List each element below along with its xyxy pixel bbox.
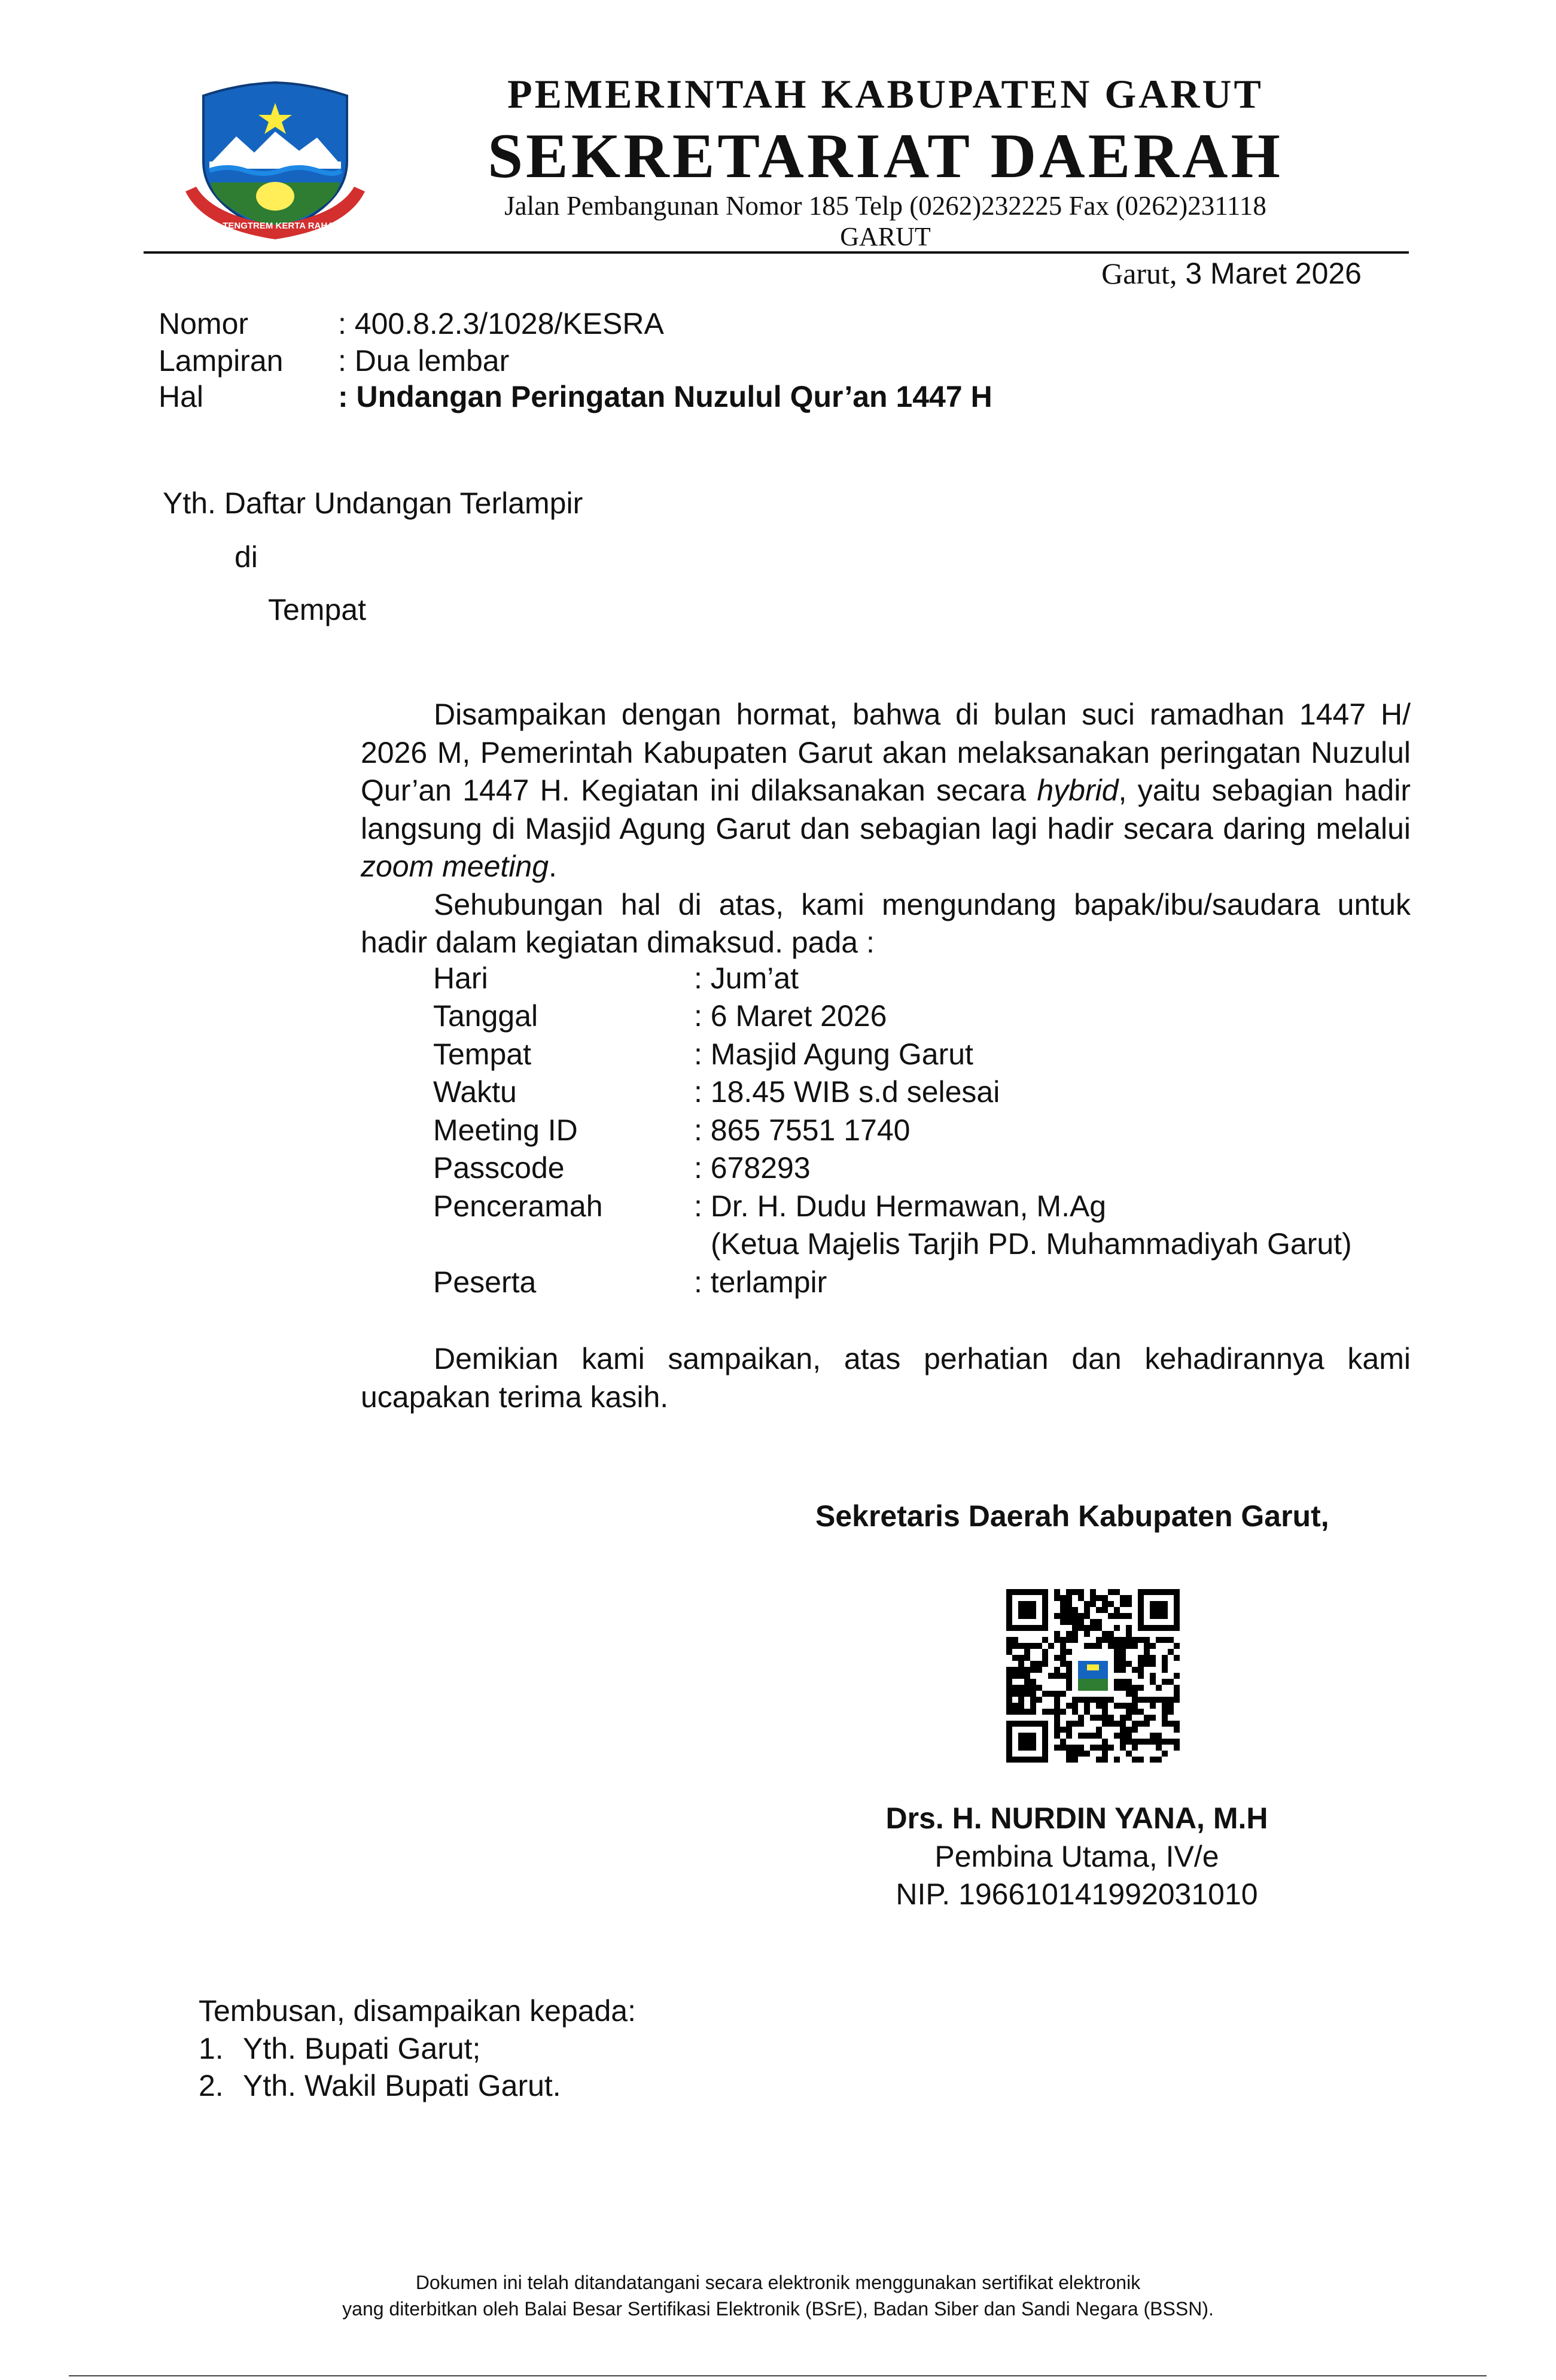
signature-name: Drs. H. NURDIN YANA, M.H <box>885 1801 1268 1835</box>
letterhead-office: SEKRETARIAT DAERAH <box>488 121 1283 191</box>
meta-value-nomor: : 400.8.2.3/1028/KESRA <box>338 307 664 340</box>
meta-label-nomor: Nomor <box>159 307 249 340</box>
body-italic-hybrid: hybrid <box>1037 774 1119 807</box>
signature-nip: NIP. 196610141992031010 <box>896 1877 1258 1911</box>
cc-item-number: 1. <box>199 2032 224 2065</box>
detail-label-tanggal: Tanggal <box>433 999 538 1033</box>
body-closing <box>361 1340 1411 1416</box>
detail-label-peserta: Peserta <box>433 1265 537 1299</box>
letterhead-government: PEMERINTAH KABUPATEN GARUT <box>507 71 1263 117</box>
body-text: , yaitu sebagian hadir langsung di Masjid Agung Garut dan sebagian lagi hadir secara daring melalui <box>361 774 1411 845</box>
detail-value-penceramah: : Dr. H. Dudu Hermawan, M.Ag <box>694 1189 1107 1223</box>
letterhead-city: GARUT <box>840 222 931 251</box>
signature-qr-code-icon <box>1006 1589 1180 1763</box>
cc-item-number: 2. <box>199 2069 224 2102</box>
detail-label-passcode: Passcode <box>433 1151 565 1185</box>
body-paragraph-2: Sehubungan hal di atas, kami mengundang bapak/ibu/saudara untuk hadir dalam kegiatan dimaksud. pada : <box>361 887 1411 959</box>
detail-value-passcode: : 678293 <box>694 1151 811 1185</box>
body-paragraph-1 <box>361 696 1411 962</box>
body-italic-zoom: zoom meeting <box>361 850 549 883</box>
footer-esign-note-line1: Dokumen ini telah ditandatangani secara elektronik menggunakan sertifikat elektronik <box>415 2272 1141 2293</box>
closing-text: Demikian kami sampaikan, atas perhatian dan kehadirannya kami ucapakan terima kasih. <box>361 1342 1411 1414</box>
detail-value-penceramah-affiliation: (Ketua Majelis Tarjih PD. Muhammadiyah Garut) <box>711 1227 1352 1261</box>
footer-rule <box>69 2375 1487 2376</box>
detail-value-meeting-id: : 865 7551 1740 <box>694 1113 911 1147</box>
detail-value-tanggal: : 6 Maret 2026 <box>694 999 887 1033</box>
body-text: . <box>549 850 557 883</box>
cc-item-bupati: Yth. Bupati Garut; <box>243 2032 481 2065</box>
detail-label-meeting-id: Meeting ID <box>433 1113 578 1147</box>
garut-coat-of-arms-logo <box>179 72 371 245</box>
date-value: 3 Maret 2026 <box>1185 257 1362 290</box>
date-city: Garut, <box>1101 257 1177 290</box>
detail-value-peserta: : terlampir <box>694 1265 827 1299</box>
meta-label-lampiran: Lampiran <box>159 344 284 378</box>
detail-value-tempat: : Masjid Agung Garut <box>694 1037 973 1071</box>
addressee-to: Yth. Daftar Undangan Terlampir <box>163 486 583 520</box>
meta-value-hal: : Undangan Peringatan Nuzulul Qur’an 1447 H <box>338 380 992 413</box>
signature-rank: Pembina Utama, IV/e <box>934 1840 1219 1873</box>
letterhead-address: Jalan Pembangunan Nomor 185 Telp (0262)232225 Fax (0262)231118 <box>504 191 1266 221</box>
meta-value-lampiran: : Dua lembar <box>338 344 510 378</box>
logo-motto: TATA TENGTREM KERTA RAHARJA <box>198 221 352 231</box>
detail-label-penceramah: Penceramah <box>433 1189 603 1223</box>
footer-esign-note-line2: yang diterbitkan oleh Balai Besar Sertifikasi Elektronik (BSrE), Badan Siber dan Sandi Negara (BSSN). <box>342 2298 1214 2320</box>
addressee-place: Tempat <box>268 593 366 626</box>
addressee-di: di <box>235 540 258 574</box>
cc-title: Tembusan, disampaikan kepada: <box>199 1994 637 2028</box>
detail-label-hari: Hari <box>433 961 488 995</box>
letterhead-rule <box>144 251 1409 254</box>
signature-title: Sekretaris Daerah Kabupaten Garut, <box>815 1499 1329 1533</box>
meta-label-hal: Hal <box>159 380 204 413</box>
letter-date <box>1101 256 1362 291</box>
detail-value-waktu: : 18.45 WIB s.d selesai <box>694 1075 1000 1109</box>
detail-value-hari: : Jum’at <box>694 961 799 995</box>
detail-label-waktu: Waktu <box>433 1075 517 1109</box>
detail-label-tempat: Tempat <box>433 1037 531 1071</box>
body-text: Disampaikan dengan hormat, bahwa di bulan suci ramadhan 1447 H/ 2026 M, Pemerintah Kabupaten Garut akan melaksanakan peringatan Nuzulul Qur’an 1447 H. Kegiatan ini dilaksanakan secara <box>361 698 1411 807</box>
cc-item-wakil-bupati: Yth. Wakil Bupati Garut. <box>243 2069 561 2102</box>
